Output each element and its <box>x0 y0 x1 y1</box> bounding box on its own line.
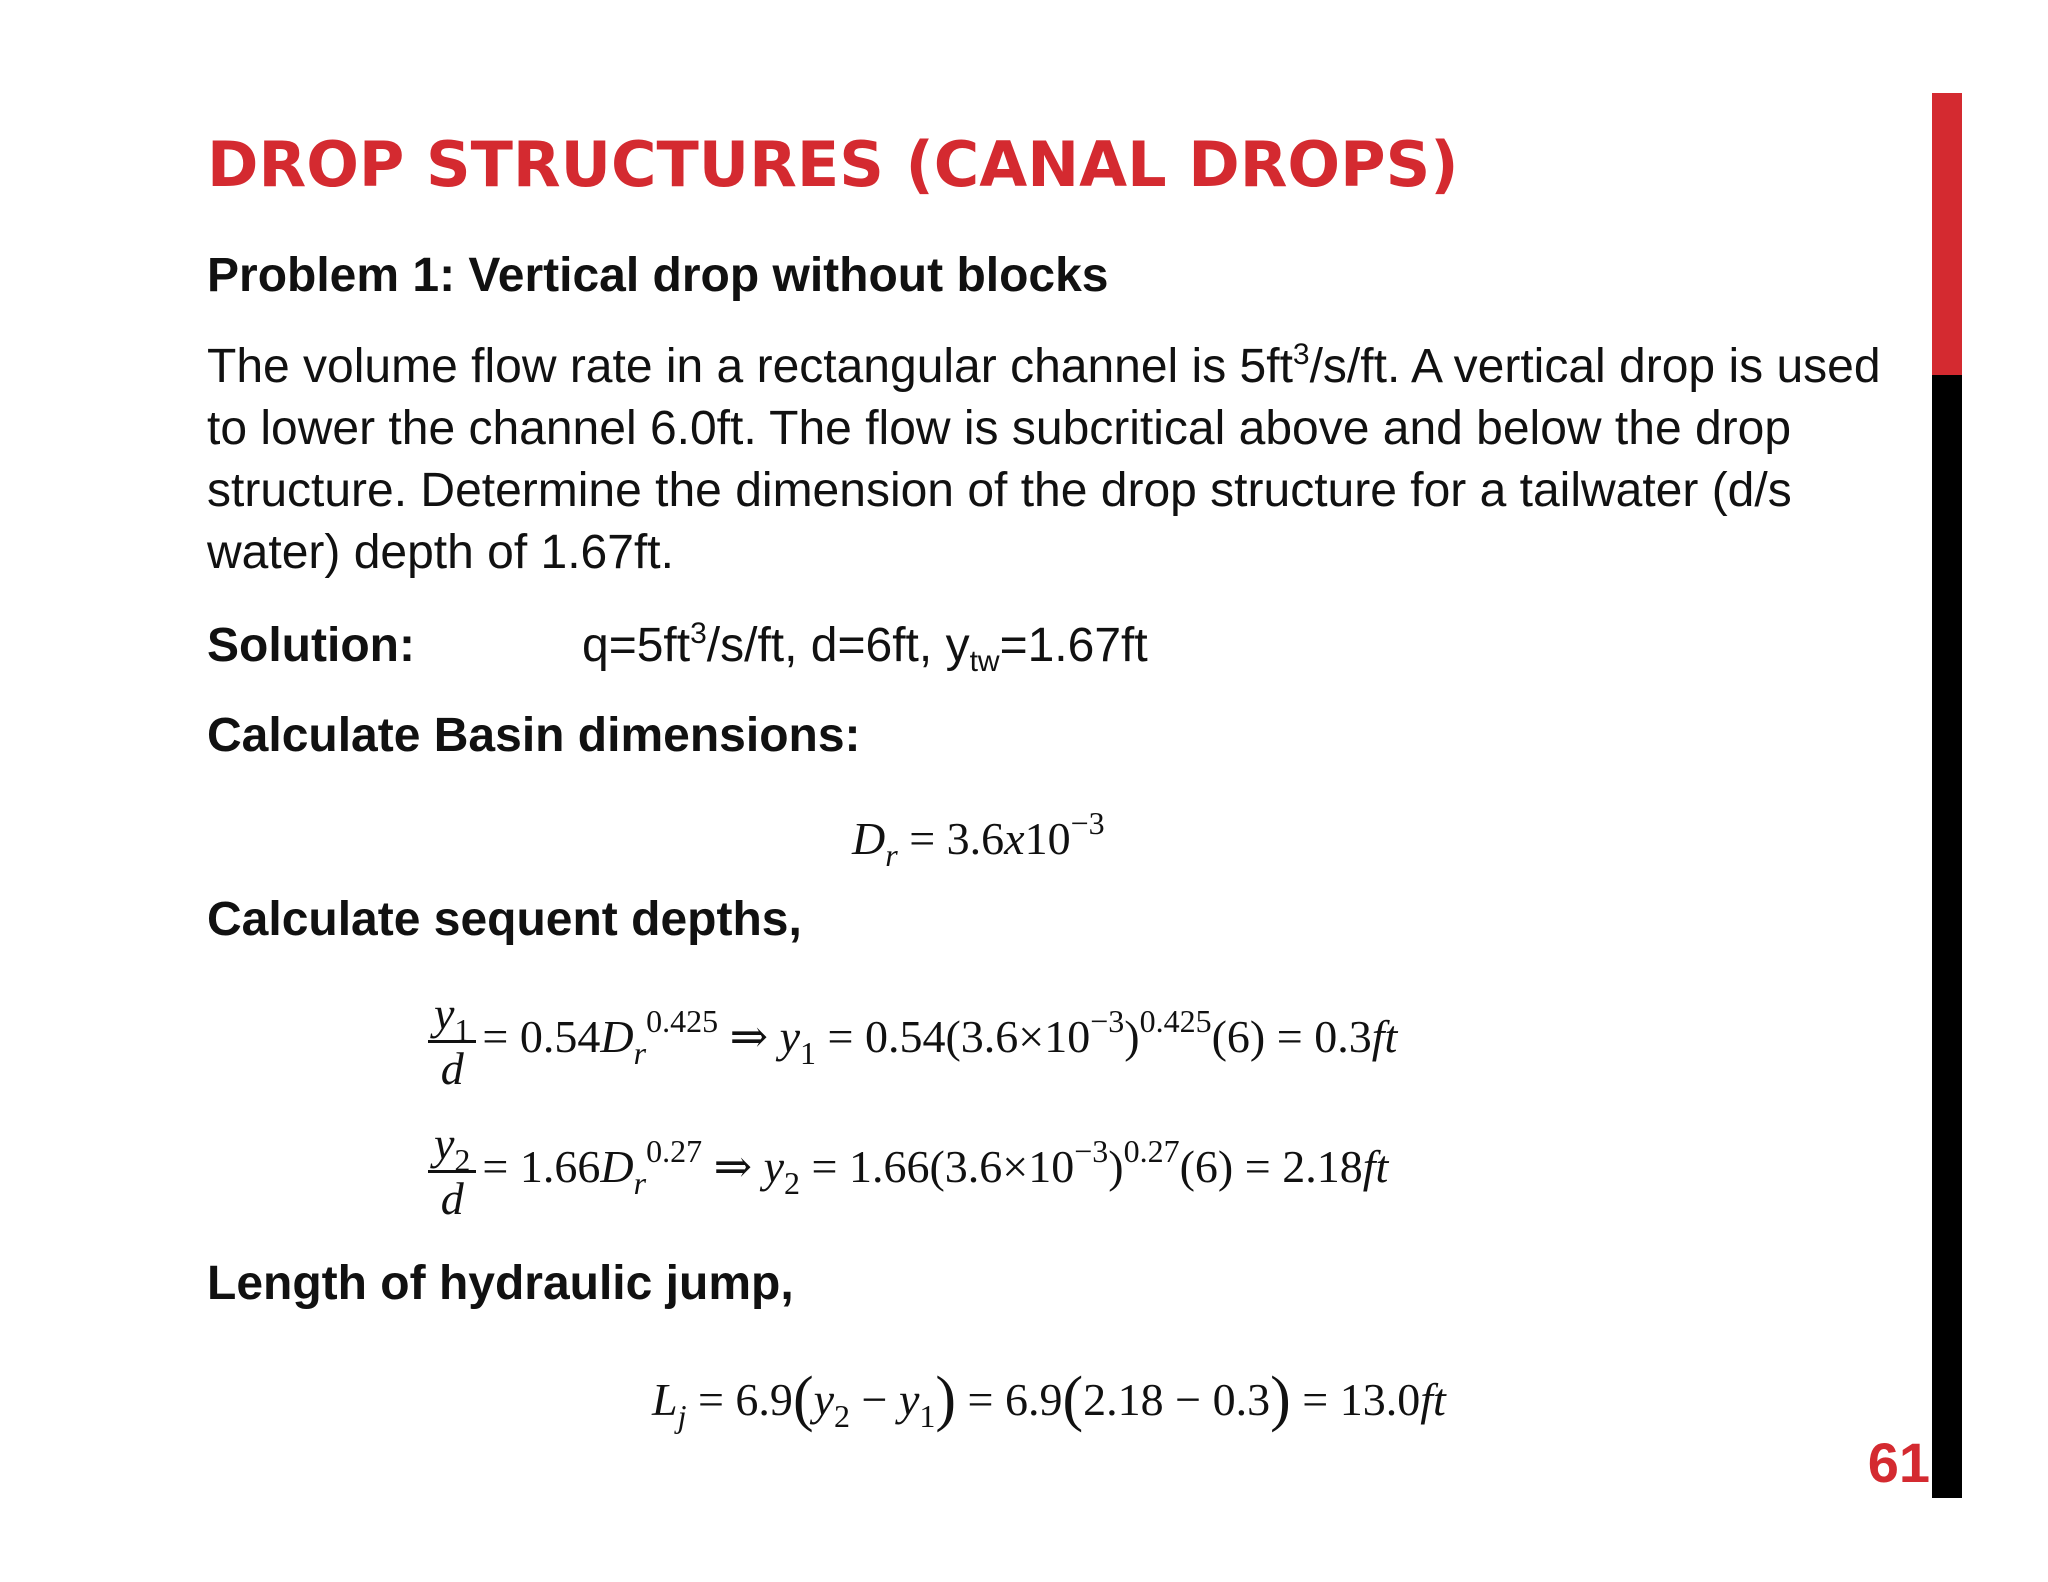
lj-minus: − <box>850 1374 899 1425</box>
y2-unit: ft <box>1362 1141 1389 1193</box>
y1-frac-den: d <box>440 1043 464 1094</box>
y1-arrow: ⇒ <box>718 1011 780 1063</box>
lj-part1: = 6.9 <box>686 1374 793 1425</box>
y1-var-sub: r <box>633 1035 647 1072</box>
lj-y2-sub: 2 <box>834 1398 851 1434</box>
y1-frac-num: y <box>434 988 455 1039</box>
given-end: =1.67ft <box>999 619 1148 672</box>
lj-paren-open-1: ( <box>792 1365 814 1433</box>
problem-statement <box>207 336 1907 584</box>
lj-part2: = 6.9 <box>956 1374 1063 1425</box>
y1-lhs-sub: 1 <box>800 1035 817 1072</box>
given-rest: /s/ft, d=6ft, y <box>706 619 970 672</box>
sequent-heading: Calculate sequent depths, <box>207 893 802 946</box>
problem-text-sup: 3 <box>1292 338 1310 371</box>
y2-coef: = 1.66 <box>482 1141 601 1193</box>
solution-label: Solution: <box>207 619 415 672</box>
y1-coef: = 0.54 <box>482 1011 601 1063</box>
y2-frac-num-sub: 2 <box>454 1142 471 1178</box>
page-number: 61 <box>1867 1431 1930 1494</box>
y1-mid-exp: −3 <box>1090 1003 1125 1040</box>
equation-y2 <box>428 1118 1388 1225</box>
slide-title: DROP STRUCTURES (CANAL DROPS) <box>207 128 1459 201</box>
dr-x: x <box>1004 813 1025 864</box>
y1-mid: = 0.54(3.6×10 <box>816 1011 1091 1063</box>
problem-text-2: /s/ft. A vertical drop is used to lower the channel 6.0ft. The flow is subcritical above and below the drop structure. Determine the dimension of the drop structure for a tailwater (d/s water) depth of 1.67ft. <box>207 340 1881 579</box>
solution-row <box>207 617 1148 678</box>
given-sub: tw <box>969 645 1000 678</box>
dr-sub: r <box>885 837 898 873</box>
y2-var-sub: r <box>633 1165 647 1202</box>
lj-result: = 13.0 <box>1290 1374 1421 1425</box>
basin-heading: Calculate Basin dimensions: <box>207 709 861 762</box>
lj-var: L <box>652 1374 678 1425</box>
y2-exp: 0.27 <box>646 1133 703 1170</box>
y2-lhs: y <box>763 1141 785 1193</box>
lj-paren-close-2: ) <box>1270 1365 1291 1433</box>
problem-text-1: The volume flow rate in a rectangular channel is 5ft <box>207 340 1293 393</box>
dr-value: = 3.6 <box>897 813 1005 864</box>
equation-y1 <box>428 988 1397 1095</box>
accent-bar-black <box>1932 375 1962 1498</box>
y2-frac-num: y <box>434 1118 455 1169</box>
y2-arrow: ⇒ <box>702 1141 764 1193</box>
lj-paren-open-2: ( <box>1062 1365 1084 1433</box>
lj-paren-close-1: ) <box>935 1365 957 1433</box>
lj-y2: y <box>813 1374 835 1425</box>
dr-ten: 10 <box>1024 813 1071 864</box>
accent-bar-red <box>1932 93 1962 375</box>
dr-exp: −3 <box>1070 805 1105 841</box>
y2-close-exp: 0.27 <box>1123 1133 1180 1170</box>
lj-unit: ft <box>1420 1374 1446 1425</box>
y1-unit: ft <box>1371 1011 1398 1063</box>
lj-y1: y <box>898 1374 920 1425</box>
y2-mid: = 1.66(3.6×10 <box>800 1141 1075 1193</box>
lj-values: 2.18 − 0.3 <box>1083 1374 1271 1425</box>
y1-exp: 0.425 <box>646 1003 719 1040</box>
given-q-sup: 3 <box>690 617 707 650</box>
y2-var: D <box>600 1141 634 1193</box>
y2-tail: (6) = 2.18 <box>1179 1141 1363 1193</box>
y2-fraction <box>428 1118 476 1225</box>
y1-var: D <box>600 1011 634 1063</box>
equation-dr <box>852 805 1105 873</box>
y1-lhs: y <box>779 1011 801 1063</box>
given-values <box>582 617 1148 678</box>
y1-frac-num-sub: 1 <box>454 1012 471 1048</box>
y2-lhs-sub: 2 <box>784 1165 801 1202</box>
y2-mid-exp: −3 <box>1074 1133 1109 1170</box>
y1-fraction <box>428 988 476 1095</box>
y1-close-exp: 0.425 <box>1139 1003 1212 1040</box>
dr-var: D <box>852 813 886 864</box>
lj-sub: j <box>677 1398 687 1434</box>
y2-close: ) <box>1108 1141 1124 1193</box>
y2-frac-den: d <box>440 1173 464 1224</box>
lj-y1-sub: 1 <box>919 1398 936 1434</box>
y1-close: ) <box>1124 1011 1140 1063</box>
problem-heading: Problem 1: Vertical drop without blocks <box>207 249 1109 302</box>
jump-heading: Length of hydraulic jump, <box>207 1257 794 1310</box>
y1-tail: (6) = 0.3 <box>1211 1011 1372 1063</box>
equation-lj <box>652 1364 1446 1435</box>
given-q: q=5ft <box>582 619 691 672</box>
